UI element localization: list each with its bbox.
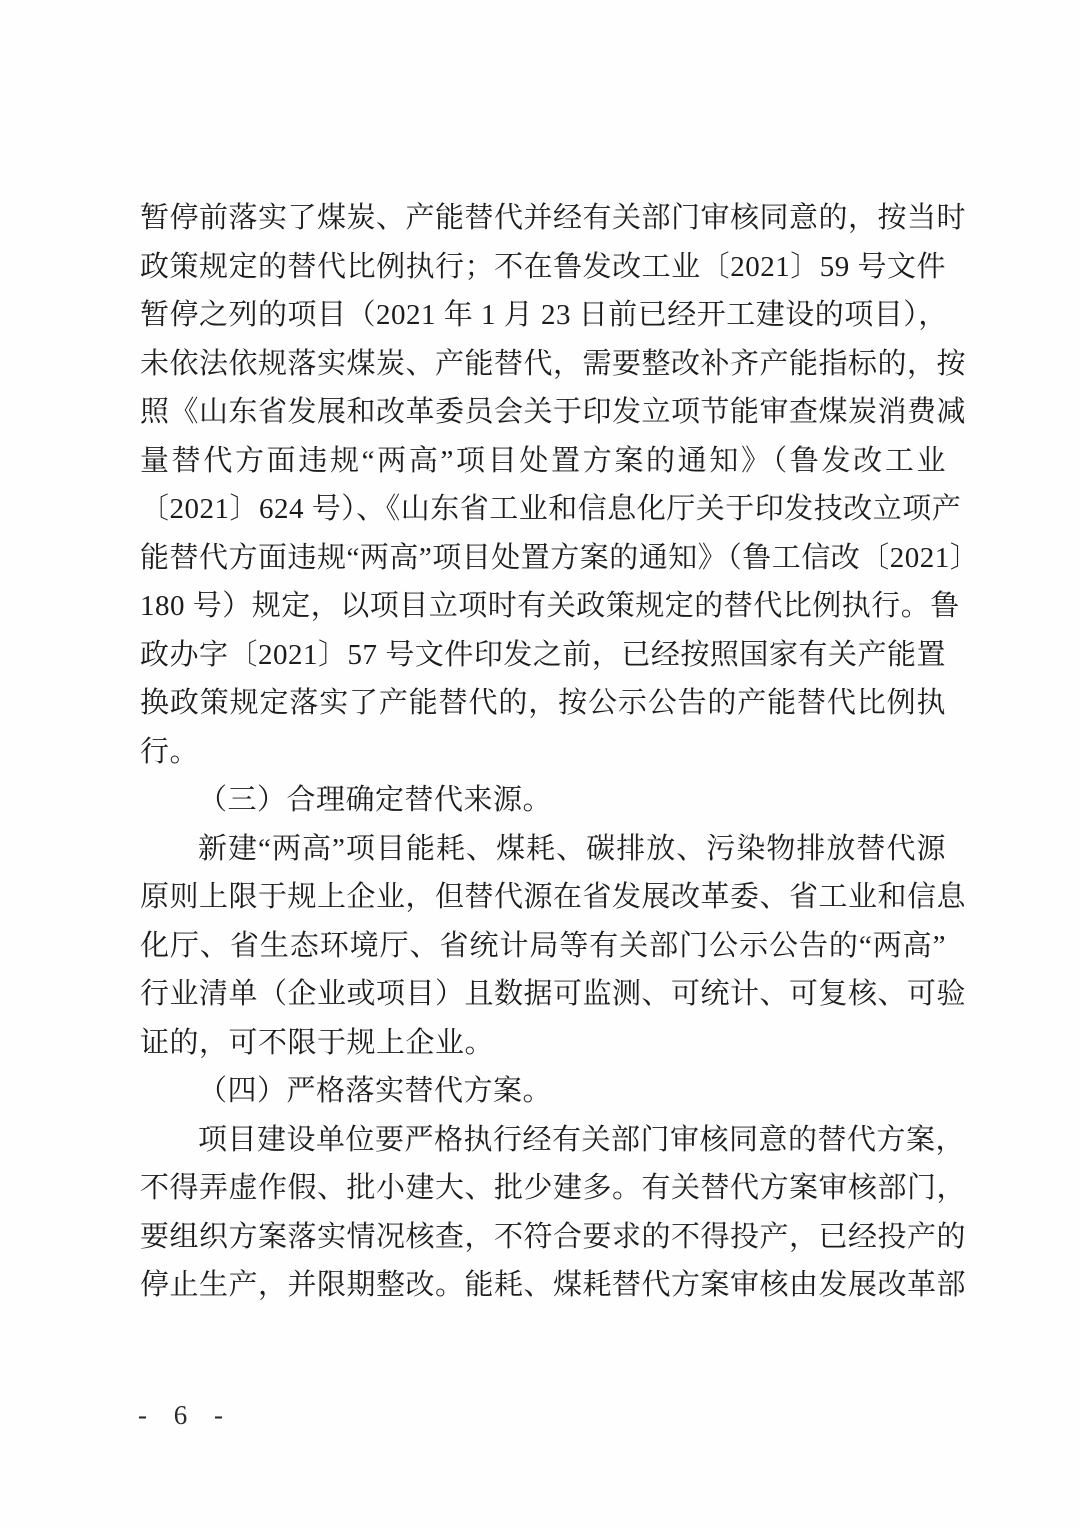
document-body (140, 194, 980, 1310)
document-line: 照《山东省发展和改革委员会关于印发立项节能审查煤炭消费减 (140, 396, 967, 428)
document-line: 未依法依规落实煤炭、产能替代，需要整改补齐产能指标的，按 (140, 347, 967, 380)
document-line: 项目建设单位要严格执行经有关部门审核同意的替代方案， (198, 1123, 966, 1156)
document-line: 停止生产，并限期整改。能耗、煤耗替代方案审核由发展改革部 (140, 1269, 967, 1301)
document-line: 暂停前落实了煤炭、产能替代并经有关部门审核同意的，按当时 (140, 202, 967, 234)
page-number: - 6 - (138, 1400, 233, 1430)
document-line: 〔2021〕624 号）、《山东省工业和信息化厅关于印发技改立项产 (140, 493, 962, 525)
document-line: 化厅、省生态环境厅、省统计局等有关部门公示公告的“两高” (140, 929, 946, 962)
document-line: 换政策规定落实了产能替代的，按公示公告的产能替代比例执 (140, 687, 946, 719)
document-line: 能替代方面违规“两高”项目处置方案的通知》（鲁工信改〔2021〕 (140, 541, 980, 574)
section-heading: （三）合理确定替代来源。 (198, 784, 553, 816)
section-heading: （四）严格落实替代方案。 (198, 1075, 553, 1107)
document-line: 政策规定的替代比例执行；不在鲁发改工业〔2021〕59 号文件 (140, 250, 946, 283)
document-line: 180 号）规定，以项目立项时有关政策规定的替代比例执行。鲁 (140, 590, 960, 622)
document-line: 新建“两高”项目能耗、煤耗、碳排放、污染物排放替代源 (198, 832, 946, 865)
document-line: 证的，可不限于规上企业。 (140, 1026, 495, 1059)
document-line: 政办字〔2021〕57 号文件印发之前，已经按照国家有关产能置 (140, 638, 946, 671)
document-line: 量替代方面违规“两高”项目处置方案的通知》（鲁发改工业 (140, 444, 946, 477)
document-line: 要组织方案落实情况核查，不符合要求的不得投产，已经投产的 (140, 1220, 967, 1253)
document-line: 不得弄虚作假、批小建大、批少建多。有关替代方案审核部门， (140, 1172, 967, 1204)
document-line: 行业清单（企业或项目）且数据可监测、可统计、可复核、可验 (140, 978, 967, 1010)
document-line: 原则上限于规上企业，但替代源在省发展改革委、省工业和信息 (140, 881, 967, 913)
document-line: 暂停之列的项目（2021 年 1 月 23 日前已经开工建设的项目）， (140, 299, 948, 331)
document-line: 行。 (140, 735, 200, 768)
